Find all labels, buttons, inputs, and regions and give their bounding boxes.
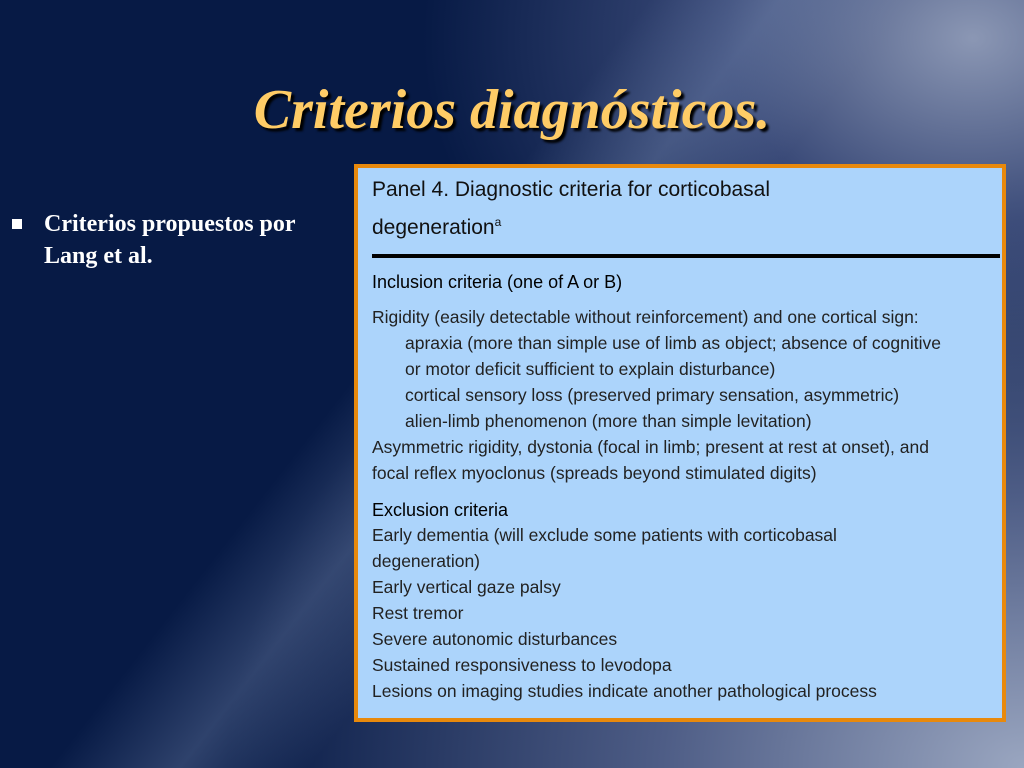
inclusion-item: Asymmetric rigidity, dystonia (focal in limb; present at rest at onset), and — [372, 437, 929, 457]
criteria-panel — [354, 164, 1006, 722]
exclusion-heading: Exclusion criteria — [372, 500, 509, 520]
exclusion-item: degeneration) — [372, 551, 480, 571]
panel-title-line2-text: degeneration — [372, 216, 495, 239]
exclusion-item: Rest tremor — [372, 603, 464, 623]
bullet-text: Criterios propuestos por Lang et al. — [44, 211, 296, 269]
bullet-item — [12, 208, 352, 272]
inclusion-item: apraxia (more than simple use of limb as object; absence of cognitive — [405, 333, 941, 353]
panel-title — [372, 174, 994, 244]
square-bullet-icon — [12, 219, 22, 229]
exclusion-list — [372, 522, 994, 704]
inclusion-list — [372, 304, 994, 486]
inclusion-item: focal reflex myoclonus (spreads beyond stimulated digits) — [372, 463, 817, 483]
inclusion-item: cortical sensory loss (preserved primary sensation, asymmetric) — [405, 385, 900, 405]
panel-title-superscript: a — [494, 215, 502, 229]
exclusion-item: Early dementia (will exclude some patients with corticobasal — [372, 525, 837, 545]
inclusion-item: alien-limb phenomenon (more than simple levitation) — [405, 411, 812, 431]
exclusion-item: Severe autonomic disturbances — [372, 629, 618, 649]
inclusion-item: Rigidity (easily detectable without reinforcement) and one cortical sign: — [372, 307, 919, 327]
exclusion-item: Lesions on imaging studies indicate another pathological process — [372, 681, 877, 701]
panel-title-line1: Panel 4. Diagnostic criteria for corticobasal — [372, 178, 771, 201]
panel-title-line2 — [372, 206, 994, 244]
inclusion-item: or motor deficit sufficient to explain disturbance) — [405, 359, 776, 379]
inclusion-heading: Inclusion criteria (one of A or B) — [372, 272, 623, 292]
exclusion-item: Early vertical gaze palsy — [372, 577, 561, 597]
exclusion-item: Sustained responsiveness to levodopa — [372, 655, 672, 675]
slide-title: Criterios diagnósticos. — [253, 79, 771, 141]
panel-divider — [372, 254, 1000, 258]
